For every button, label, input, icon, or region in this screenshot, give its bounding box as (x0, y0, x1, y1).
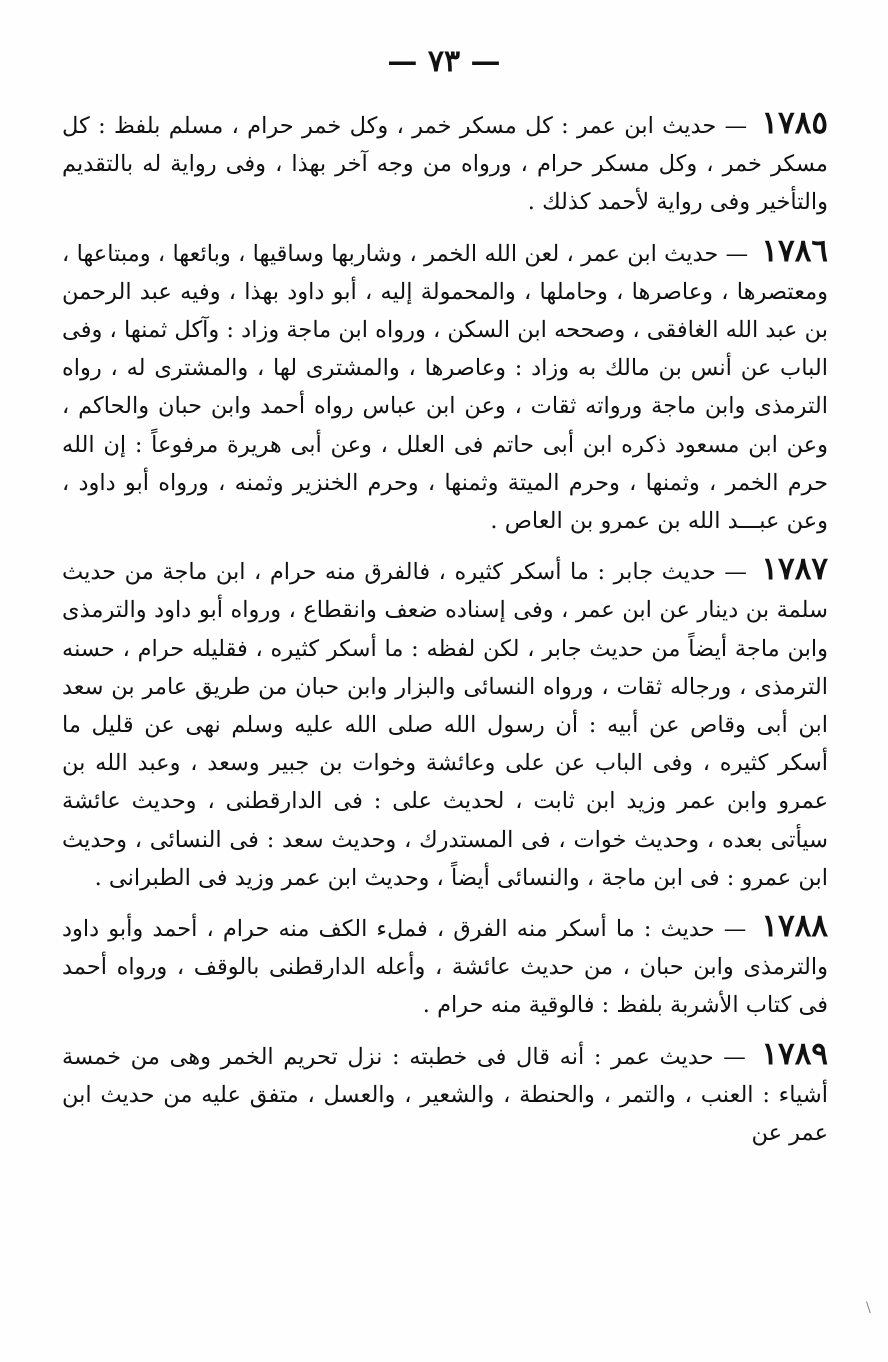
entry-number: ١٧٨٨ (761, 908, 828, 945)
margin-mark: \ (866, 1300, 871, 1316)
entry-1788 (62, 907, 828, 1025)
entry-1786 (62, 232, 828, 541)
entry-text: — حديث عمر : أنه قال فى خطبته : نزل تحريم الخمر وهى من خمسة أشياء : العنب ، والتمر ، والحنطة ، والشعير ، والعسل ، متفق عليه من حديث ابن عمر عن (62, 1043, 828, 1147)
entry-text: — حديث ابن عمر : كل مسكر خمر ، وكل خمر حرام ، مسلم بلفظ : كل مسكر خمر ، وكل مسكر حرام ، ورواه من وجه آخر بهذا ، وفى رواية له بالتقديم والتأخير وفى رواية لأحمد كذلك . (62, 113, 828, 216)
entry-1789 (62, 1035, 828, 1153)
entry-1787 (62, 550, 828, 897)
entry-number: ١٧٨٩ (761, 1035, 828, 1072)
page-number: — ٧٣ — (387, 44, 501, 79)
entry-1785 (62, 104, 828, 222)
entry-number: ١٧٨٦ (761, 232, 828, 269)
entry-text: — حديث جابر : ما أسكر كثيره ، فالفرق منه حرام ، ابن ماجة من حديث سلمة بن دينار عن ابن عمر ، وفى إسناده ضعف وانقطاع ، ورواه أبو داود والترمذى وابن ماجة أيضاً من حديث جابر ، لكن لفظه : ما أسكر كثيره ، فقليله حرام ، حسنه الترمذى ، ورجاله ثقات ، ورواه النسائى والبزار وابن حبان من طريق عامر بن سعد ابن أبى وقاص عن أبيه : أن رسول الله صلى الله عليه وسلم نهى عن قليل ما أسكر كثيره ، وفى الباب عن على وعائشة وخوات بن جبير وسعد ، وعبد الله بن عمرو وابن عمر وزيد ابن ثابت ، لحديث على : فى الدارقطنى ، وحديث عائشة سيأتى بعده ، وحديث خوات ، فى المستدرك ، وحديث سعد : فى النسائى ، وحديث ابن عمرو : فى ابن ماجة ، والنسائى أيضاً ، وحديث ابن عمر وزيد فى الطبرانى . (62, 559, 828, 891)
entry-number: ١٧٨٥ (761, 105, 829, 141)
entry-text: — حديث : ما أسكر منه الفرق ، فملء الكف منه حرام ، أحمد وأبو داود والترمذى وابن حبان ، من حديث عائشة ، وأعله الدارقطنى بالوقف ، ورواه أحمد فى كتاب الأشربة بلفظ : فالوقية منه حرام . (62, 916, 828, 1019)
entry-text: — حديث ابن عمر ، لعن الله الخمر ، وشاربها وساقيها ، وبائعها ، ومبتاعها ، ومعتصرها ، وعاصرها ، وحاملها ، والمحمولة إليه ، أبو داود بهذا ، وفيه عبد الرحمن بن عبد الله الغافقى ، وصححه ابن السكن ، ورواه ابن ماجة وزاد : وآكل ثمنها ، وفى الباب عن أنس بن مالك به وزاد : وعاصرها ، والمشترى لها ، والمشترى له ، رواه الترمذى وابن ماجة ورواته ثقات ، وعن ابن عباس رواه أحمد وابن حبان والحاكم ، وعن ابن مسعود ذكره ابن أبى حاتم فى العلل ، وعن أبى هريرة مرفوعاً : إن الله حرم الخمر ، وثمنها ، وحرم الميتة وثمنها ، وحرم الخنزير وثمنه ، ورواه أبو داود ، وعن عبـــد الله بن عمرو بن العاص . (62, 240, 828, 535)
entry-number: ١٧٨٧ (761, 551, 829, 588)
page-body (62, 104, 828, 1162)
